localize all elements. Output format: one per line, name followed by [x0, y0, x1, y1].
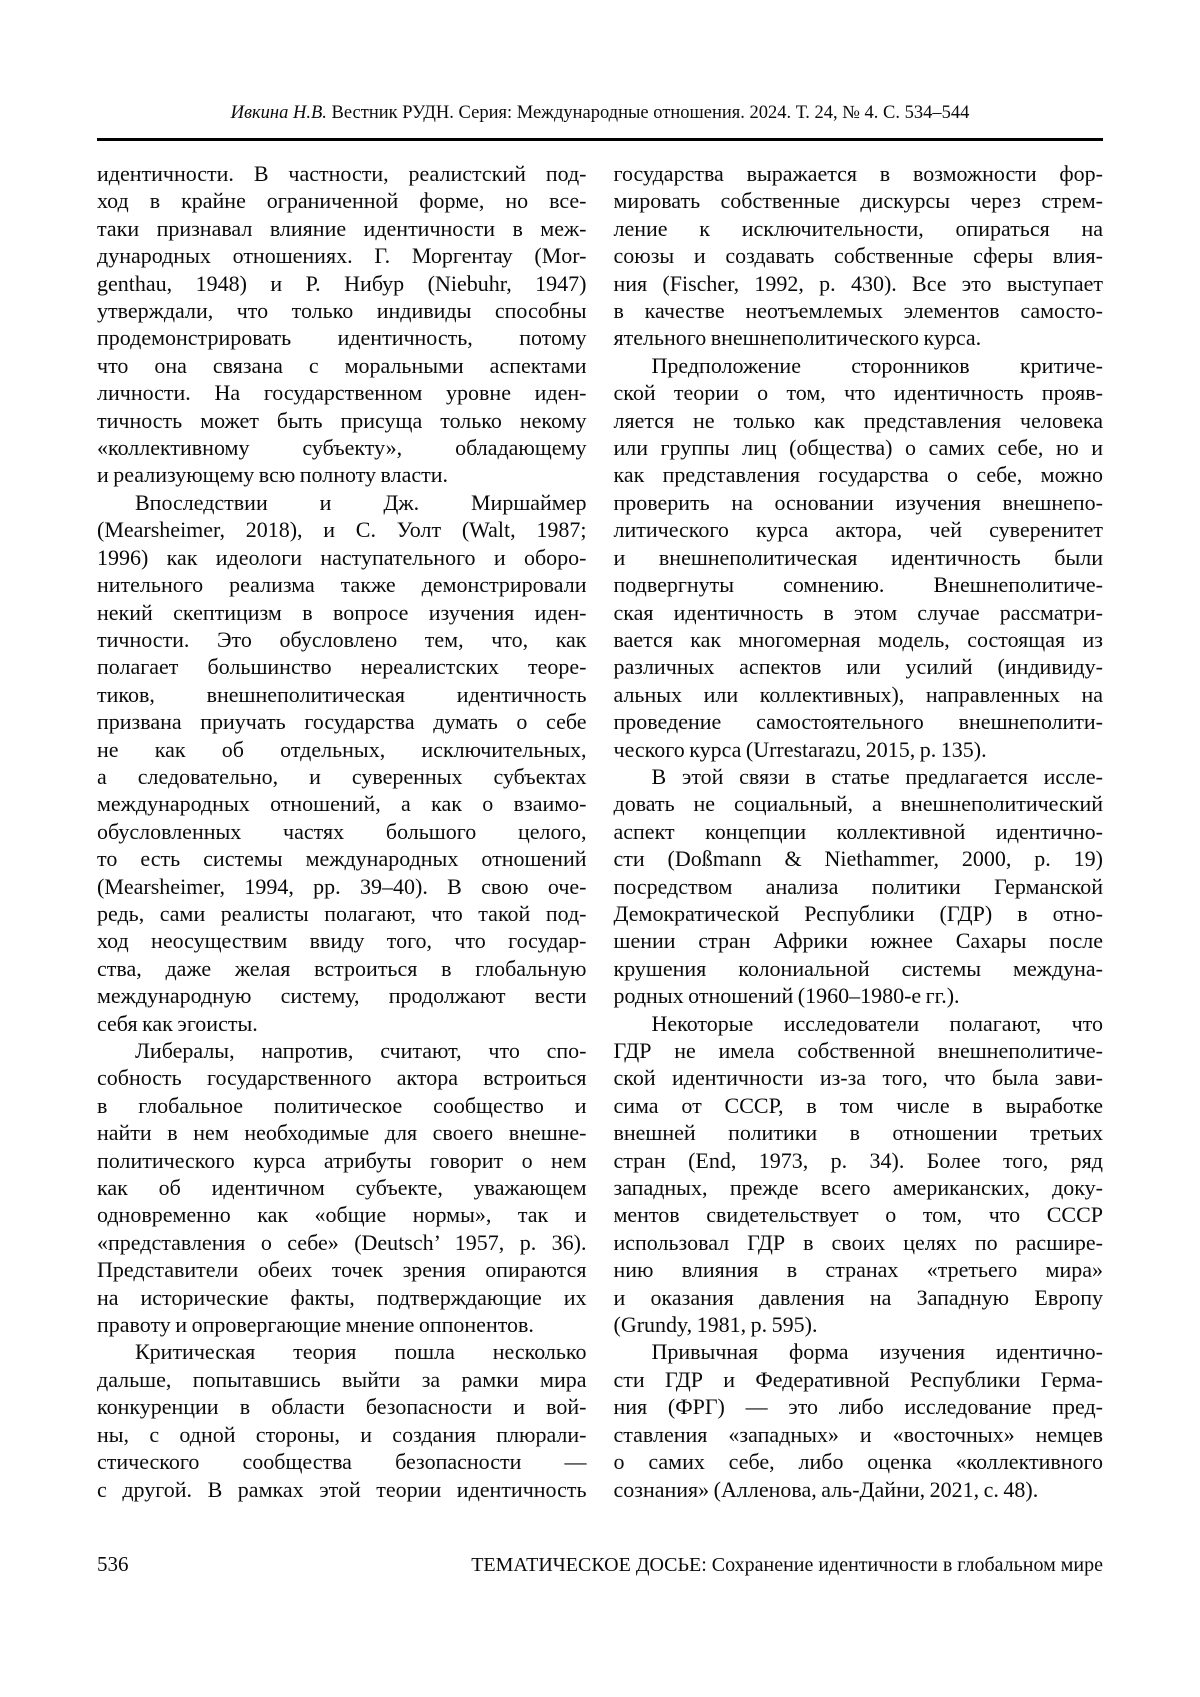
text-line: ния (Fischer, 1992, p. 430). Все это выступает	[613, 270, 1103, 296]
text-line: тиков, внешнеполитическая идентичность	[97, 681, 587, 707]
text-line: некий скептицизм в вопросе изучения иден-	[97, 599, 587, 625]
text-line: не как об отдельных, исключительных,	[97, 736, 587, 762]
text-line: (Mearsheimer, 2018), и С. Уолт (Walt, 1987;	[97, 517, 587, 543]
text-line: сти ГДР и Федеративной Республики Герма-	[613, 1366, 1103, 1392]
text-line: правоту и опровергающие мнение оппонентов.	[97, 1312, 534, 1338]
text-line: ляется не только как представления человека	[613, 407, 1103, 433]
text-line: или группы лиц (общества) о самих себе, но и	[613, 435, 1103, 461]
text-line: Предположение сторонников критиче-	[651, 352, 1103, 378]
text-line: личности. На государственном уровне иден-	[97, 380, 587, 406]
text-line: genthau, 1948) и Р. Нибур (Niebuhr, 1947)	[97, 270, 587, 296]
text-line: «представления о себе» (Deutsch’ 1957, p. 36).	[97, 1229, 587, 1255]
page-footer	[97, 1552, 1103, 1577]
text-line: Демократической Республики (ГДР) в отно-	[613, 900, 1103, 926]
running-head-source: Вестник РУДН. Серия: Международные отношения. 2024. Т. 24, № 4. С. 534–544	[326, 103, 970, 123]
text-line: Привычная форма изучения идентично-	[651, 1339, 1103, 1365]
text-line: ход неосуществим ввиду того, что государ-	[97, 928, 587, 954]
text-line: В этой связи в статье предлагается иссле-	[651, 763, 1103, 789]
running-head-author: Ивкина Н.В.	[230, 103, 327, 123]
text-line: проверить на основании изучения внешнепо-	[613, 489, 1103, 515]
text-line: полагает большинство нереалистских теоре-	[97, 654, 587, 680]
text-line: таки признавал влияние идентичности в меж-	[97, 215, 587, 241]
text-line: ход в крайне ограниченной форме, но все-	[97, 188, 587, 214]
text-line: посредством анализа политики Германской	[613, 873, 1103, 899]
column-left	[97, 160, 587, 1503]
text-line: (Mearsheimer, 1994, pp. 39–40). В свою оче-	[97, 873, 587, 899]
text-line: нительного реализма также демонстрировали	[97, 572, 587, 598]
running-title: ТЕМАТИЧЕСКОЕ ДОСЬЕ: Сохранение идентичности в глобальном мире	[471, 1554, 1103, 1576]
text-line: подвергнуты сомнению. Внешнеполитиче-	[613, 572, 1103, 598]
text-line: обусловленных частях большого целого,	[97, 818, 587, 844]
text-line: «коллективному субъекту», обладающему	[97, 435, 587, 461]
text-line: с другой. В рамках этой теории идентичность	[97, 1476, 587, 1502]
text-line: (Grundy, 1981, p. 595).	[613, 1312, 818, 1338]
text-line: использовал ГДР в своих целях по расшире-	[613, 1229, 1103, 1255]
text-line: нию влияния в странах «третьего мира»	[613, 1257, 1103, 1283]
text-line: сима от СССР, в том числе в выработке	[613, 1092, 1103, 1118]
text-line: а следовательно, и суверенных субъектах	[97, 763, 587, 789]
text-line: ление к исключительности, опираться на	[613, 215, 1103, 241]
text-line: тичность может быть присуща только некому	[97, 407, 587, 433]
text-line: ставления «западных» и «восточных» немцев	[613, 1421, 1103, 1447]
text-line: дальше, попытавшись выйти за рамки мира	[97, 1366, 587, 1392]
text-line: литического курса актора, чей суверенитет	[613, 517, 1103, 543]
text-line: Некоторые исследователи полагают, что	[651, 1010, 1103, 1036]
text-line: что она связана с моральными аспектами	[97, 352, 587, 378]
text-line: ментов свидетельствует о том, что СССР	[613, 1202, 1103, 1228]
text-line: в качестве неотъемлемых элементов самосто-	[613, 298, 1103, 324]
text-line: утверждали, что только индивиды способны	[97, 298, 587, 324]
text-line: ства, даже желая встроиться в глобальную	[97, 955, 587, 981]
text-line: стического сообщества безопасности —	[97, 1449, 587, 1475]
text-line: союзы и создавать собственные сферы влия-	[613, 243, 1103, 269]
text-line: политического курса атрибуты говорит о нем	[97, 1147, 587, 1173]
article-body	[97, 160, 1103, 1503]
text-line: довать не социальный, а внешнеполитический	[613, 791, 1103, 817]
text-line: Критическая теория пошла несколько	[135, 1339, 587, 1365]
text-line: Представители обеих точек зрения опираются	[97, 1257, 587, 1283]
text-line: различных аспектов или усилий (индивиду-	[613, 654, 1103, 680]
text-line: ны, с одной стороны, и создания плюрали-	[97, 1421, 587, 1447]
text-line: ГДР не имела собственной внешнеполитиче-	[613, 1038, 1103, 1063]
header-rule	[97, 138, 1103, 141]
text-line: тичности. Это обусловлено тем, что, как	[97, 626, 587, 652]
text-line: найти в нем необходимые для своего внешне-	[97, 1120, 587, 1146]
text-line: конкуренции в области безопасности и вой-	[97, 1394, 587, 1420]
text-line: шении стран Африки южнее Сахары после	[613, 928, 1103, 954]
text-line: на исторические факты, подтверждающие их	[97, 1284, 587, 1310]
running-head	[97, 103, 1103, 124]
text-line: о самих себе, либо оценка «коллективного	[613, 1449, 1103, 1475]
text-line: дународных отношениях. Г. Моргентау (Mor-	[97, 243, 587, 269]
text-line: себя как эгоисты.	[97, 1010, 258, 1036]
text-line: ческого курса (Urrestarazu, 2015, p. 135).	[613, 736, 987, 762]
text-line: стран (End, 1973, p. 34). Более того, ряд	[613, 1147, 1103, 1173]
text-line: ской теории о том, что идентичность прояв-	[613, 380, 1103, 406]
text-line: ния (ФРГ) — это либо исследование пред-	[613, 1394, 1103, 1420]
text-line: призвана приучать государства думать о себе	[97, 709, 587, 735]
text-line: мировать собственные дискурсы через стрем-	[613, 188, 1103, 214]
text-line: альных или коллективных), направленных на	[613, 681, 1103, 707]
text-line: аспект концепции коллективной идентично-	[613, 818, 1103, 844]
text-line: как представления государства о себе, можно	[613, 462, 1103, 488]
text-line: 1996) как идеологи наступательного и оборо-	[97, 544, 587, 570]
text-line: вается как многомерная модель, состоящая из	[613, 626, 1103, 652]
text-line: международную систему, продолжают вести	[97, 983, 587, 1009]
text-line: редь, сами реалисты полагают, что такой под-	[97, 900, 587, 926]
text-line: государства выражается в возможности фор-	[613, 161, 1103, 186]
text-line: собность государственного актора встроиться	[97, 1065, 587, 1091]
text-line: Впоследствии и Дж. Миршаймер	[135, 489, 587, 515]
text-line: то есть системы международных отношений	[97, 846, 587, 872]
text-line: продемонстрировать идентичность, потому	[97, 325, 587, 351]
page-number: 536	[97, 1552, 129, 1576]
text-line: идентичности. В частности, реалистский под-	[97, 161, 587, 186]
text-line: родных отношений (1960–1980-е гг.).	[613, 983, 960, 1009]
text-line: Либералы, напротив, считают, что спо-	[135, 1038, 587, 1063]
text-line: и реализующему всю полноту власти.	[97, 462, 449, 488]
text-line: внешней политики в отношении третьих	[613, 1120, 1103, 1146]
text-line: ской идентичности из-за того, что была зави-	[613, 1065, 1103, 1091]
text-line: сти (Doßmann & Niethammer, 2000, p. 19)	[613, 846, 1103, 872]
text-line: одновременно как «общие нормы», так и	[97, 1202, 587, 1228]
text-line: и внешнеполитическая идентичность были	[613, 544, 1103, 570]
text-line: проведение самостоятельного внешнеполити-	[613, 709, 1103, 735]
column-right	[614, 160, 1104, 1503]
text-line: в глобальное политическое сообщество и	[97, 1092, 587, 1118]
text-line: как об идентичном субъекте, уважающем	[97, 1175, 587, 1201]
text-line: ятельного внешнеполитического курса.	[613, 325, 982, 351]
text-line: международных отношений, а как о взаимо-	[97, 791, 587, 817]
text-line: ская идентичность в этом случае рассматри-	[613, 599, 1103, 625]
text-line: и оказания давления на Западную Европу	[613, 1284, 1103, 1310]
text-line: сознания» (Алленова, аль-Дайни, 2021, с. 48).	[613, 1476, 1039, 1502]
text-line: крушения колониальной системы междуна-	[613, 955, 1103, 981]
text-line: западных, прежде всего американских, доку-	[613, 1175, 1103, 1201]
